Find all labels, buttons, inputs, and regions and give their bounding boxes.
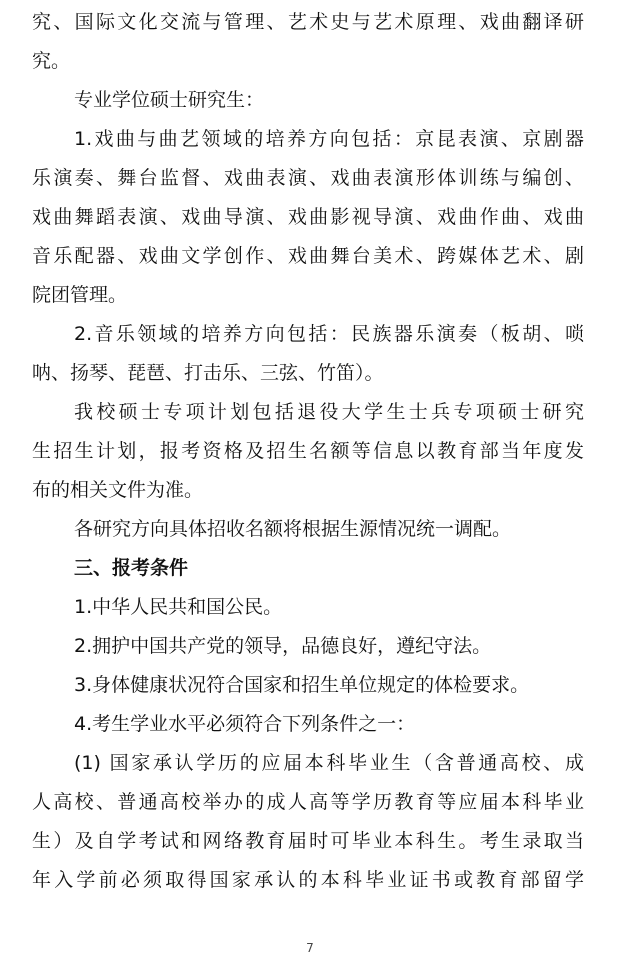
text-line-10: 呐、扬琴、琵琶、打击乐、三弦、竹笛）。 [32, 362, 384, 384]
text-line-2: 究。 [32, 50, 71, 72]
text-line-20: (1) 国家承认学历的应届本科毕业生（含普通高校、成 [74, 752, 584, 774]
text-line-18: 3.身体健康状况符合国家和招生单位规定的体检要求。 [74, 674, 530, 696]
text-line-7: 音乐配器、戏曲文学创作、戏曲舞台美术、跨媒体艺术、剧 [32, 245, 584, 267]
text-line-21: 人高校、普通高校举办的成人高等学历教育等应届本科毕业 [32, 791, 584, 813]
text-line-22: 生）及自学考试和网络教育届时可毕业本科生。考生录取当 [32, 830, 584, 852]
text-line-12: 生招生计划，报考资格及招生名额等信息以教育部当年度发 [32, 440, 584, 462]
text-line-4: 1.戏曲与曲艺领域的培养方向包括：京昆表演、京剧器 [74, 128, 584, 150]
text-line-8: 院团管理。 [32, 284, 128, 306]
page-number: 7 [306, 941, 314, 955]
text-line-11: 我校硕士专项计划包括退役大学生士兵专项硕士研究 [74, 401, 584, 423]
section-heading: 三、报考条件 [74, 557, 189, 579]
text-line-17: 2.拥护中国共产党的领导，品德良好，遵纪守法。 [74, 635, 492, 657]
text-line-3: 专业学位硕士研究生： [74, 89, 265, 111]
text-line-19: 4.考生学业水平必须符合下列条件之一： [74, 713, 416, 735]
text-line-16: 1.中华人民共和国公民。 [74, 596, 283, 618]
text-line-14: 各研究方向具体招收名额将根据生源情况统一调配。 [74, 518, 512, 540]
text-line-23: 年入学前必须取得国家承认的本科毕业证书或教育部留学 [32, 869, 584, 891]
text-line-6: 戏曲舞蹈表演、戏曲导演、戏曲影视导演、戏曲作曲、戏曲 [32, 206, 584, 228]
text-line-1: 究、国际文化交流与管理、艺术史与艺术原理、戏曲翻译研 [32, 11, 584, 33]
text-line-5: 乐演奏、舞台监督、戏曲表演、戏曲表演形体训练与编创、 [32, 167, 584, 189]
text-line-9: 2.音乐领域的培养方向包括：民族器乐演奏（板胡、唢 [74, 323, 584, 345]
text-line-13: 布的相关文件为准。 [32, 479, 204, 501]
